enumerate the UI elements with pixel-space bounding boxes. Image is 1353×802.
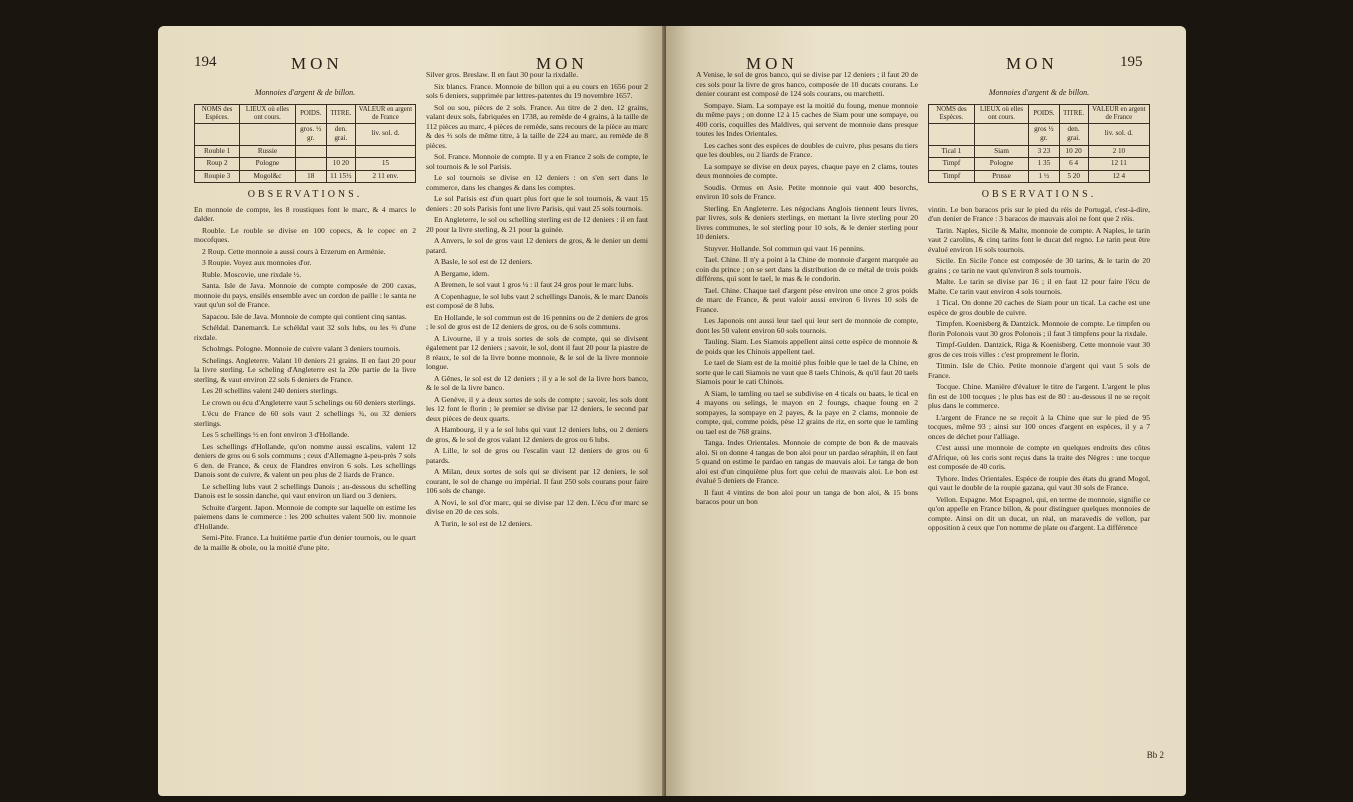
col-header-names: NOMS des Espèces. [929,104,975,123]
paragraph: Titmin. Isle de Chio. Petite monnoie d'argent qui vaut 5 sols de France. [928,361,1150,380]
unit-cell: liv. sol. d. [1088,123,1149,145]
table-cell [295,158,326,171]
table-subtitle-right: Monnoies d'argent & de billon. [988,88,1090,97]
col-header-places: LIEUX où elles ont cours. [240,104,296,123]
table-cell: Pologne [974,158,1028,171]
paragraph: A Hambourg, il y a le sol lubs qui vaut 12 deniers lubs, ou 2 deniers de gros, & le sol de gros valant 12 deniers de gros ou 6 lubs. [426,425,648,444]
paragraph: Il faut 4 vintins de bon aloi pour un tanga de bon aloi, & 15 bons baracos pour un bon [696,487,918,506]
col-header-names: NOMS des Espèces. [195,104,240,123]
paragraph: A Gênes, le sol est de 12 deniers ; il y a le sol de la livre hors banco, & le sol de la livre banco. [426,373,648,392]
table-cell: 3 23 [1029,145,1059,158]
paragraph: Les 5 schellings ½ en font environ 3 d'Hollande. [202,430,350,439]
paragraph: A Milan, deux sortes de sols qui se divisent par 12 deniers, le sol courant, le sol de change ou impérial. Il faut 250 sols courans pour faire 106 sols de change. [426,467,648,495]
paragraph: Santa. Isle de Java. Monnoie de compte composée de 200 caxas, monnoie du pays, ensilés ensemble avec un cordon de paille : le santa ne vaut qu'un sol de France. [194,281,416,309]
paragraph: A Turin, le sol est de 12 deniers. [434,518,533,528]
table-cell: 1 ½ [1029,170,1059,183]
paragraph: A Anvers, le sol de gros vaut 12 deniers de gros, & le denier un demi patard. [426,236,648,255]
paragraph: L'écu de France de 60 sols vaut 2 schellings ¾, ou 32 deniers sterlings. [194,409,416,428]
paragraph: Le schelling lubs vaut 2 schellings Danois ; au-dessous du schelling Danois est le sossin danche, qui vaut environ un liard ou 3 deniers. [194,481,416,500]
coin-table-right [928,104,1150,184]
running-head-right-a: MON [746,54,798,73]
paragraph: En Hollande, le sol commun est de 16 pennins ou de 2 deniers de gros ; le sol de gros est de 12 deniers de gros, ou de 6 sols communs. [426,312,648,331]
paragraph: Tael. Chine. Il n'y a point à la Chine de monnoie d'argent marquée au coin du prince ; on se sert dans la distribution de ce métal de trois poids différens, qui sont le tael, le mas & le condorin. [696,255,918,283]
paragraph: 3 Roupie. Voyez aux monnoies d'or. [202,258,312,267]
paragraph: Sapacou. Isle de Java. Monnoie de compte qui contient cinq santas. [202,311,407,321]
paragraph: Schelings. Angleterre. Valant 10 deniers 21 grains. Il en faut 20 pour la livre sterling. Le scheling d'Angleterre est la 20e partie de la livre sterling, & vaut environ 22 sols 6 deniers de France. [194,355,416,384]
right-col1-text [696,70,918,507]
paragraph: Le tael de Siam est de la moitié plus foible que le tael de la Chine, en sorte que le cati Siamois ne vaut que 8 taels Chinois, & qu'il faut 20 taels Siamois pour le cati Chinois. [696,358,918,386]
table-cell: 12 11 [1088,158,1149,171]
table-cell [355,145,415,158]
paragraph: Tocque. Chine. Manière d'évaluer le titre de l'argent. L'argent le plus fin est de 100 tocques ; le plus bas est de 80 : au-dessous il ne se reçoit plus dans le commerce. [928,382,1150,410]
paragraph: Six blancs. France. Monnoie de billon qui a eu cours en 1656 pour 2 sols 6 deniers, supprimée par lettres-patentes du 19 novembre 1657. [426,81,648,100]
paragraph: En monnoie de compte, les 8 roustiques font le marc, & 4 marcs le dalder. [194,204,416,223]
unit-cell: liv. sol. d. [355,123,415,145]
table-row [195,158,416,171]
col-header-places: LIEUX où elles ont cours. [974,104,1028,123]
table-cell: Tical 1 [929,145,975,158]
table-cell [295,145,326,158]
table-cell: 11 15½ [326,170,355,183]
paragraph: A Genève, il y a deux sortes de sols de compte ; savoir, les sols dont les 12 font le florin ; le premier se divise par 12 deniers, le second par deux pièces de deux quarts. [426,394,648,423]
right-col2-text [928,205,1150,533]
paragraph: 2 Roup. Cette monnoie a aussi cours à Erzerum en Arménie. [202,246,386,256]
col-header-title: TITRE. [1059,104,1088,123]
paragraph: A Basle, le sol est de 12 deniers. [434,257,533,266]
paragraph: A Novi, le sol d'or marc, qui se divise par 12 den. L'écu d'or marc se divise en 20 de ces sols. [426,497,648,516]
table-cell: Prusse [974,170,1028,183]
paragraph: Sol ou sou, pièces de 2 sols. France. Au titre de 2 den. 12 grains, valant deux sols, fabriquées en 1738, au remède de 4 grains, à la taille de 112 pièces au marc, 4 pièces de remède, sans recours de la pièce au marc & des ⅔ sols de même titre, à la taille de 224 au marc, au remède de 8 pièces. [426,102,648,150]
paragraph: Tanga. Indes Orientales. Monnoie de compte de bon & de mauvais aloi. Si on donne 4 tangas de bon aloi pour un pardao séraphin, il en faut 5 quand on estime le pardao en tangas de mauvais aloi. Le tanga de bon aloi est d'un cinquième plus fort que celui de mauvais aloi. Le bon est évalué 5 deniers de France. [696,438,918,485]
observations-heading-right: OBSERVATIONS. [981,189,1097,200]
paragraph: A Bergame, idem. [434,268,490,278]
table-row [195,170,416,183]
paragraph: Scholmgs. Pologne. Monnoie de cuivre valant 3 deniers tournois. [202,344,401,353]
right-column-2 [928,70,1150,535]
table-row [929,158,1150,171]
col-header-weight: POIDS. [295,104,326,123]
table-subtitle: Monnoies d'argent & de billon. [254,88,356,97]
paragraph: A Siam, le tamling ou tael se subdivise en 4 ticals ou baats, le tical en 4 mayons ou selings, le mayon en 2 foungs, chaque foung en 2 sompayes, la sompaye en 2 payes, & la paye en 2 clams, monnoie de compte, qui, comme poids, pèse 12 grains de riz, en sorte que le tamling ou tael est de 768 grains. [696,388,918,436]
paragraph: Ruble. Moscovie, une rixdale ½. [202,269,302,279]
running-head-left-a: MON [291,54,343,73]
signature-mark: Bb 2 [1146,750,1164,760]
paragraph: Tael. Chine. Chaque tael d'argent pèse environ une once 2 gros poids de marc de France, & peut valoir aussi environ 6 livres 10 sols de France. [696,285,918,314]
paragraph: Semi-Pite. France. La huitième partie d'un denier tournois, ou le quart de la maille & obole, ou la moitié d'une pite. [194,533,416,552]
unit-cell: den. grai. [1059,123,1088,145]
unit-cell: den. grai. [326,123,355,145]
col-header-value: VALEUR en argent de France [355,104,415,123]
table-cell: Timpf [929,158,975,171]
paragraph: Soudis. Ormus en Asie. Petite monnoie qui vaut 400 besorchs, environ 10 sols de France. [696,182,918,201]
paragraph: La sompaye se divise en deux payes, chaque paye en 2 clams, toutes deux monnoies de compte. [696,161,918,180]
table-row [195,145,416,158]
paragraph: vintin. Le bon baracos pris sur le pied du réis de Portugal, c'est-à-dire, d'un denier de France : 3 baracos de mauvais aloi ne font que 2 réis. [928,204,1150,223]
paragraph: Schuite d'argent. Japon. Monnoie de compte sur laquelle on estime les paiemens dans le commerce : les 200 schuites valent 500 liv. monnoie d'Hollande. [194,502,416,531]
paragraph: Silver gros. Breslaw. Il en faut 30 pour la rixdalle. [426,70,579,79]
paragraph: Le crown ou écu d'Angleterre vaut 5 schelings ou 60 deniers sterlings. [202,397,416,407]
right-page [666,26,1186,796]
table-cell: Russie [240,145,296,158]
paragraph: Sterling. En Angleterre. Les négocians Anglois tiennent leurs livres, par livres, sols & deniers sterlings, en mettant la livre sterling pour 20 livres communes, le sol sterling pour 10 sols, & le denier sterling pour 10 deniers. [696,203,918,241]
table-cell: 12 4 [1088,170,1149,183]
left-column-1 [194,70,416,554]
paragraph: Tarin. Naples, Sicile & Malte, monnoie de compte. A Naples, le tarin vaut 2 carolins, & cinq tarins font le ducat del regno. Le tarin peut être évalué environ 16 sols tournois. [928,225,1150,254]
paragraph: Sicile. En Sicile l'once est composée de 30 tarins, & le tarin de 20 grains ; ce tarin ne vaut qu'environ 8 sols tournois. [928,256,1150,275]
paragraph: Malte. Le tarin se divise par 16 ; il en faut 12 pour faire l'écu de Malte. Ce tarin vaut environ 4 sols tournois. [928,277,1150,296]
paragraph: Le sol Parisis est d'un quart plus fort que le sol tournois, & vaut 15 deniers : 20 sols Parisis font une livre Parisis, qui vaut 25 sols tournois. [426,194,648,213]
paragraph: A Lille, le sol de gros ou l'escalin vaut 12 deniers de gros ou 6 patards. [426,446,648,465]
paragraph: Tyhore. Indes Orientales. Espèce de roupie des états du grand Mogol, qui vaut le double de la roupie gazana, qui vaut 30 sols de France. [928,473,1150,492]
right-column-1 [696,70,918,509]
paragraph: Rouble. Le rouble se divise en 100 copecs, & le copec en 2 mocofques. [194,225,416,244]
left-col2-text [426,70,648,528]
paragraph: Vellon. Espagne. Mot Espagnol, qui, en terme de monnoie, signifie ce qu'on appelle en France billon, & pour distinguer quelques monnoies de compte. Ainsi on dit un ducat, un réal, un maravedis de vellon, par opposition à ceux que l'on nomme de plate ou d'argent. La différence [928,494,1150,532]
paragraph: Les caches sont des espèces de doubles de cuivre, plus pesans du tiers que les doubles, ou 2 liards de France. [696,140,918,159]
page-number-left: 194 [194,54,217,70]
table-cell: Roupie 3 [195,170,240,183]
table-cell: 2 11 env. [355,170,415,183]
table-cell: Roup 2 [195,158,240,171]
paragraph: A Livourne, il y a trois sortes de sols de compte, qui se divisent également par 12 deniers ; savoir, le sol, dont il faut 20 pour la piastre de 8 réaux, le sol de la livre bonne monnoie, & le sol de la livre monnoie longue. [426,333,648,371]
paragraph: 1 Tical. On donne 20 caches de Siam pour un tical. La cache est une espèce de gros double de cuivre. [928,298,1150,317]
table-cell: 10 20 [326,158,355,171]
paragraph: Les 20 schellins valent 240 deniers sterlings. [202,386,339,395]
table-cell: 6 4 [1059,158,1088,171]
coin-table [194,104,416,184]
paragraph: Stuyver. Hollande. Sol commun qui vaut 16 pennins. [704,243,865,253]
table-cell: 1 35 [1029,158,1059,171]
paragraph: Schéldal. Danemarck. Le schéldal vaut 32 sols lubs, ou les ⅔ d'une rixdale. [194,323,416,342]
left-column-2 [426,70,648,530]
table-cell: Pologne [240,158,296,171]
paragraph: C'est aussi une monnoie de compte en quelques endroits des côtes d'Afrique, où les coris sont reçus dans la traite des Nègres : une tocque est composée de 40 coris. [928,443,1150,471]
table-row [929,145,1150,158]
table-cell: 2 10 [1088,145,1149,158]
unit-cell: gros. ½ gr. [295,123,326,145]
paragraph: A Bremen, le sol vaut 1 gros ¼ : il faut 24 gros pour le marc lubs. [434,280,634,289]
left-page [158,26,666,796]
running-head-right-b: MON [1006,54,1058,73]
paragraph: Sompaye. Siam. La sompaye est la moitié du foung, menue monnoie du même pays ; on donne 12 à 15 caches de Siam pour une sompaye, ou 400 coris, coquilles des Maldives, qui servent de monnoie dans presque toutes les Indes Orientales. [696,100,918,138]
paragraph: L'argent de France ne se reçoit à la Chine que sur le pied de 95 tocques, même 93 ; ainsi sur 100 onces d'argent en espèces, il y a 7 onces de déchet pour l'alliage. [928,412,1150,441]
unit-cell [974,123,1028,145]
table-cell: 18 [295,170,326,183]
unit-cell [195,123,240,145]
table-row [929,170,1150,183]
paragraph: A Venise, le sol de gros banco, qui se divise par 12 deniers ; il faut 20 de ces sols pour la livre de gros banco, composée de 10 ducats courans. Le denier courant est composé de 124 sols courans, ou marchetti. [696,70,918,98]
col-header-title: TITRE. [326,104,355,123]
left-col1-text [194,205,416,553]
paragraph: Tauling. Siam. Les Siamois appellent ainsi cette espèce de monnoie & de poids que les Chinois appellent tael. [696,337,918,356]
unit-cell: gros ½ gr. [1029,123,1059,145]
paragraph: A Copenhague, le sol lubs vaut 2 schellings Danois, & le marc Danois est composé de 8 lubs. [426,291,648,310]
table-cell [326,145,355,158]
running-head-left-b: MON [536,54,588,73]
table-cell: 5 20 [1059,170,1088,183]
table-cell: Timpf [929,170,975,183]
table-cell: Siam [974,145,1028,158]
table-cell: Rouble 1 [195,145,240,158]
col-header-value: VALEUR en argent de France [1088,104,1149,123]
paragraph: Timpf-Gulden. Dantzick, Riga & Koenisberg. Cette monnoie vaut 30 gros de ces trois villes : c'est proprement le florin. [928,340,1150,359]
paragraph: Timpfen. Koenisberg & Dantzick. Monnoie de compte. Le timpfen ou florin Polonois vaut 30 gros Polonois ; il faut 3 timpfens pour la rixdale. [928,319,1150,338]
table-cell: 10 20 [1059,145,1088,158]
unit-cell [929,123,975,145]
table-cell: 15 [355,158,415,171]
observations-heading: OBSERVATIONS. [247,189,363,200]
paragraph: En Angleterre, le sol ou schelling sterling est de 12 deniers : il en faut 20 pour la livre sterling, & 21 pour la guinée. [426,215,648,234]
paragraph: Les Japonois ont aussi leur tael qui leur sert de monnoie de compte, dont les 50 valent environ 60 sols tournois. [696,316,918,335]
paragraph: Sol. France. Monnoie de compte. Il y a en France 2 sols de compte, le sol tournois & le sol Parisis. [426,152,648,171]
table-cell: Mogol&c [240,170,296,183]
paragraph: Le sol tournois se divise en 12 deniers : on s'en sert dans le commerce, dans les changes & dans les comptes. [426,173,648,192]
paragraph: Les schellings d'Hollande, qu'on nomme aussi escalins, valent 12 deniers de gros ou 6 sols communs ; ceux d'Allemagne à-peu-près 7 sols 6 den. de France, & ceux de Flandres environ 6 sols. Les schellings Danois sont de cuivre, & valent un peu plus de 2 liards de France. [194,441,416,479]
unit-cell [240,123,296,145]
col-header-weight: POIDS. [1029,104,1059,123]
page-number-right: 195 [1120,54,1143,70]
